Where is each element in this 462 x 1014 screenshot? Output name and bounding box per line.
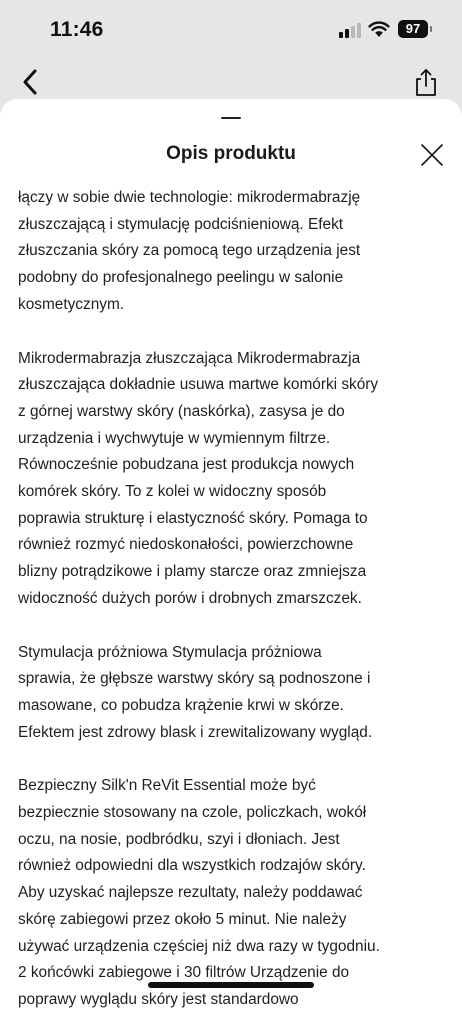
sheet-title: Opis produktu: [166, 143, 296, 164]
sheet-grabber[interactable]: [221, 117, 241, 119]
cellular-signal-icon: [339, 22, 361, 38]
description-paragraph: łączy w sobie dwie technologie: mikrodermabrazję złuszczającą i stymulację podciśnieniową. Efekt złuszczania skóry za pomocą tego urządzenia jest podobny do profesjonalnego peelingu w salonie kosmetycznym.: [18, 189, 361, 313]
battery-level: 97: [398, 20, 428, 38]
description-paragraph: Bezpieczny Silk'n ReVit Essential może być bezpiecznie stosowany na czole, policzkach, wokół oczu, na nosie, podbródku, szyi i dłoniach. Jest również odpowiedni dla wszystkich rodzajów skóry. Aby uzyskać najlepsze rezultaty, należy poddawać skórę zabiegowi przez około 5 minut. Nie należy używać urządzenia częściej niż dwa razy w tygodniu. 2 końcówki zabiegowe i 30 filtrów Urządzenie do poprawy wyglądu skóry jest standardowo: [18, 777, 380, 1008]
product-description-sheet: [0, 99, 462, 1008]
status-bar: [0, 0, 462, 56]
home-indicator[interactable]: [148, 982, 314, 988]
chevron-left-icon[interactable]: [18, 66, 44, 98]
status-time: 11:46: [50, 18, 104, 41]
description-paragraph: Stymulacja próżniowa Stymulacja próżniowa sprawia, że głębsze warstwy skóry są podnoszone i masowane, co pobudza krążenie krwi w skórze. Efektem jest zdrowy blask i zrewitalizowany wygląd.: [18, 643, 373, 741]
share-icon[interactable]: [412, 68, 440, 98]
wifi-icon: [368, 20, 390, 38]
description-paragraph: Mikrodermabrazja złuszczająca Mikrodermabrazja złuszczająca dokładnie usuwa martwe komórki skóry z górnej warstwy skóry (naskórka), zasysa je do urządzenia i wychwytuje w wymiennym filtrze. Równocześnie pobudzana jest produkcja nowych komórek skóry. To z kolei w widoczny sposób poprawia strukturę i elastyczność skóry. Pomaga to również rozmyć niedoskonałości, powierzchowne blizny potrądzikowe i plamy starcze oraz zmniejsza widoczność dużych porów i drobnych zmarszczek.: [18, 349, 379, 607]
description-text[interactable]: [18, 185, 448, 1008]
battery-tip: [430, 26, 432, 32]
close-icon[interactable]: [418, 141, 446, 169]
